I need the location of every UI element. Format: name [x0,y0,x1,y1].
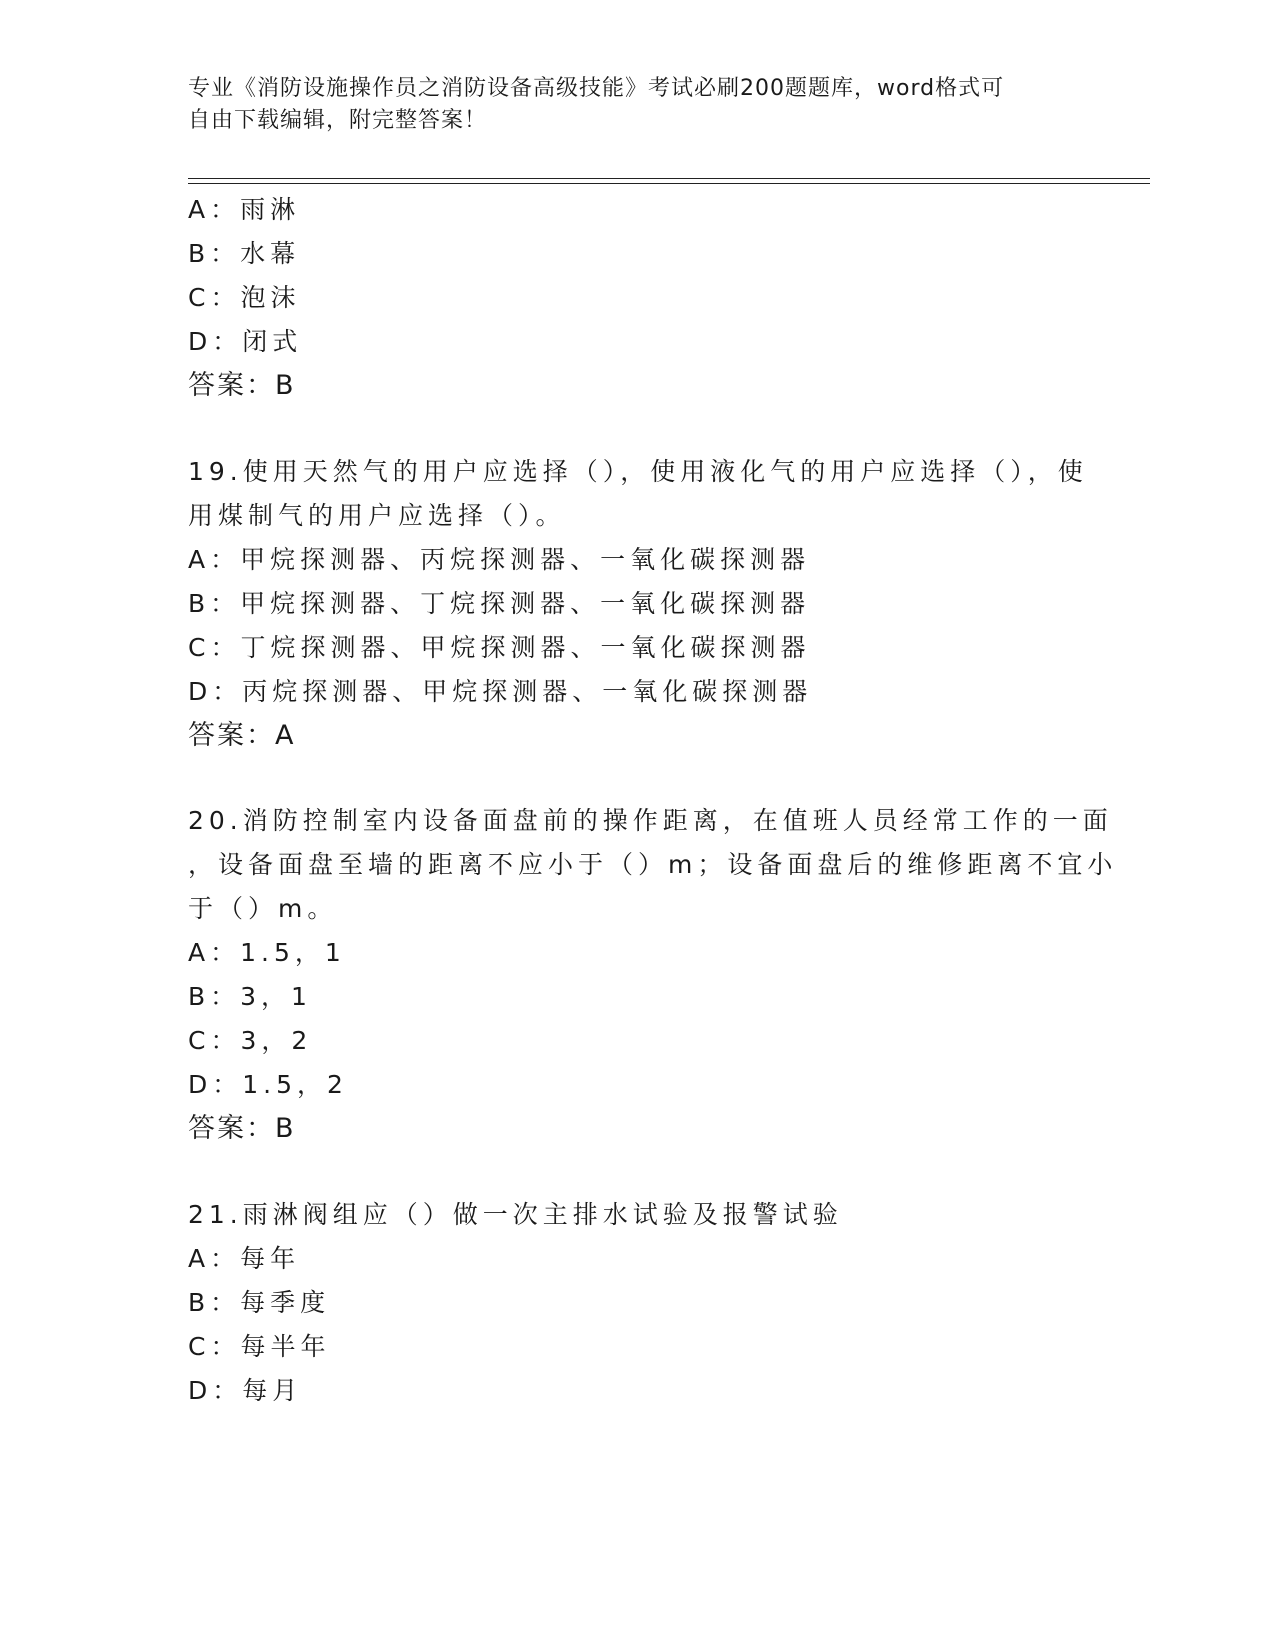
header-line-1: 专业《消防设施操作员之消防设备高级技能》考试必刷200题题库，word格式可 [188,76,1005,101]
question-20-answer: 答案：B [188,1113,296,1144]
question-20-option-b: B：3，1 [188,982,312,1011]
question-19-option-a: A：甲烷探测器、丙烷探测器、一氧化碳探测器 [188,545,811,574]
question-21-option-a: A：每年 [188,1244,301,1273]
question-21-option-b: B：每季度 [188,1288,331,1317]
question-20-option-c: C：3，2 [188,1026,313,1055]
question-19-text-line-1: 19.使用天然气的用户应选择（），使用液化气的用户应选择（），使 [188,457,1088,486]
option-b: B：水幕 [188,239,301,268]
document-header [188,73,1088,137]
answer-line: 答案：B [188,370,296,401]
question-19-option-d: D：丙烷探测器、甲烷探测器、一氧化碳探测器 [188,677,813,706]
header-divider-bottom [188,183,1150,184]
question-20-option-a: A：1.5，1 [188,938,346,967]
header-divider-top [188,178,1150,179]
question-21-option-c: C：每半年 [188,1332,331,1361]
option-a: A：雨淋 [188,195,301,224]
option-c: C：泡沫 [188,283,301,312]
question-20-text-line-3: 于（）m。 [188,894,338,923]
question-19-answer: 答案：A [188,720,296,751]
question-21-text-line-1: 21.雨淋阀组应（）做一次主排水试验及报警试验 [188,1200,843,1229]
question-19-option-b: B：甲烷探测器、丁烷探测器、一氧化碳探测器 [188,589,811,618]
question-21-option-d: D：每月 [188,1376,303,1405]
question-19-text-line-2: 用煤制气的用户应选择（）。 [188,501,566,530]
option-d: D：闭式 [188,327,303,356]
question-19-option-c: C：丁烷探测器、甲烷探测器、一氧化碳探测器 [188,633,811,662]
question-20-option-d: D：1.5，2 [188,1070,348,1099]
question-20-text-line-1: 20.消防控制室内设备面盘前的操作距离，在值班人员经常工作的一面 [188,806,1113,835]
header-line-2: 自由下载编辑，附完整答案！ [188,108,488,133]
question-20-text-line-2: ，设备面盘至墙的距离不应小于（）m；设备面盘后的维修距离不宜小 [188,850,1118,879]
